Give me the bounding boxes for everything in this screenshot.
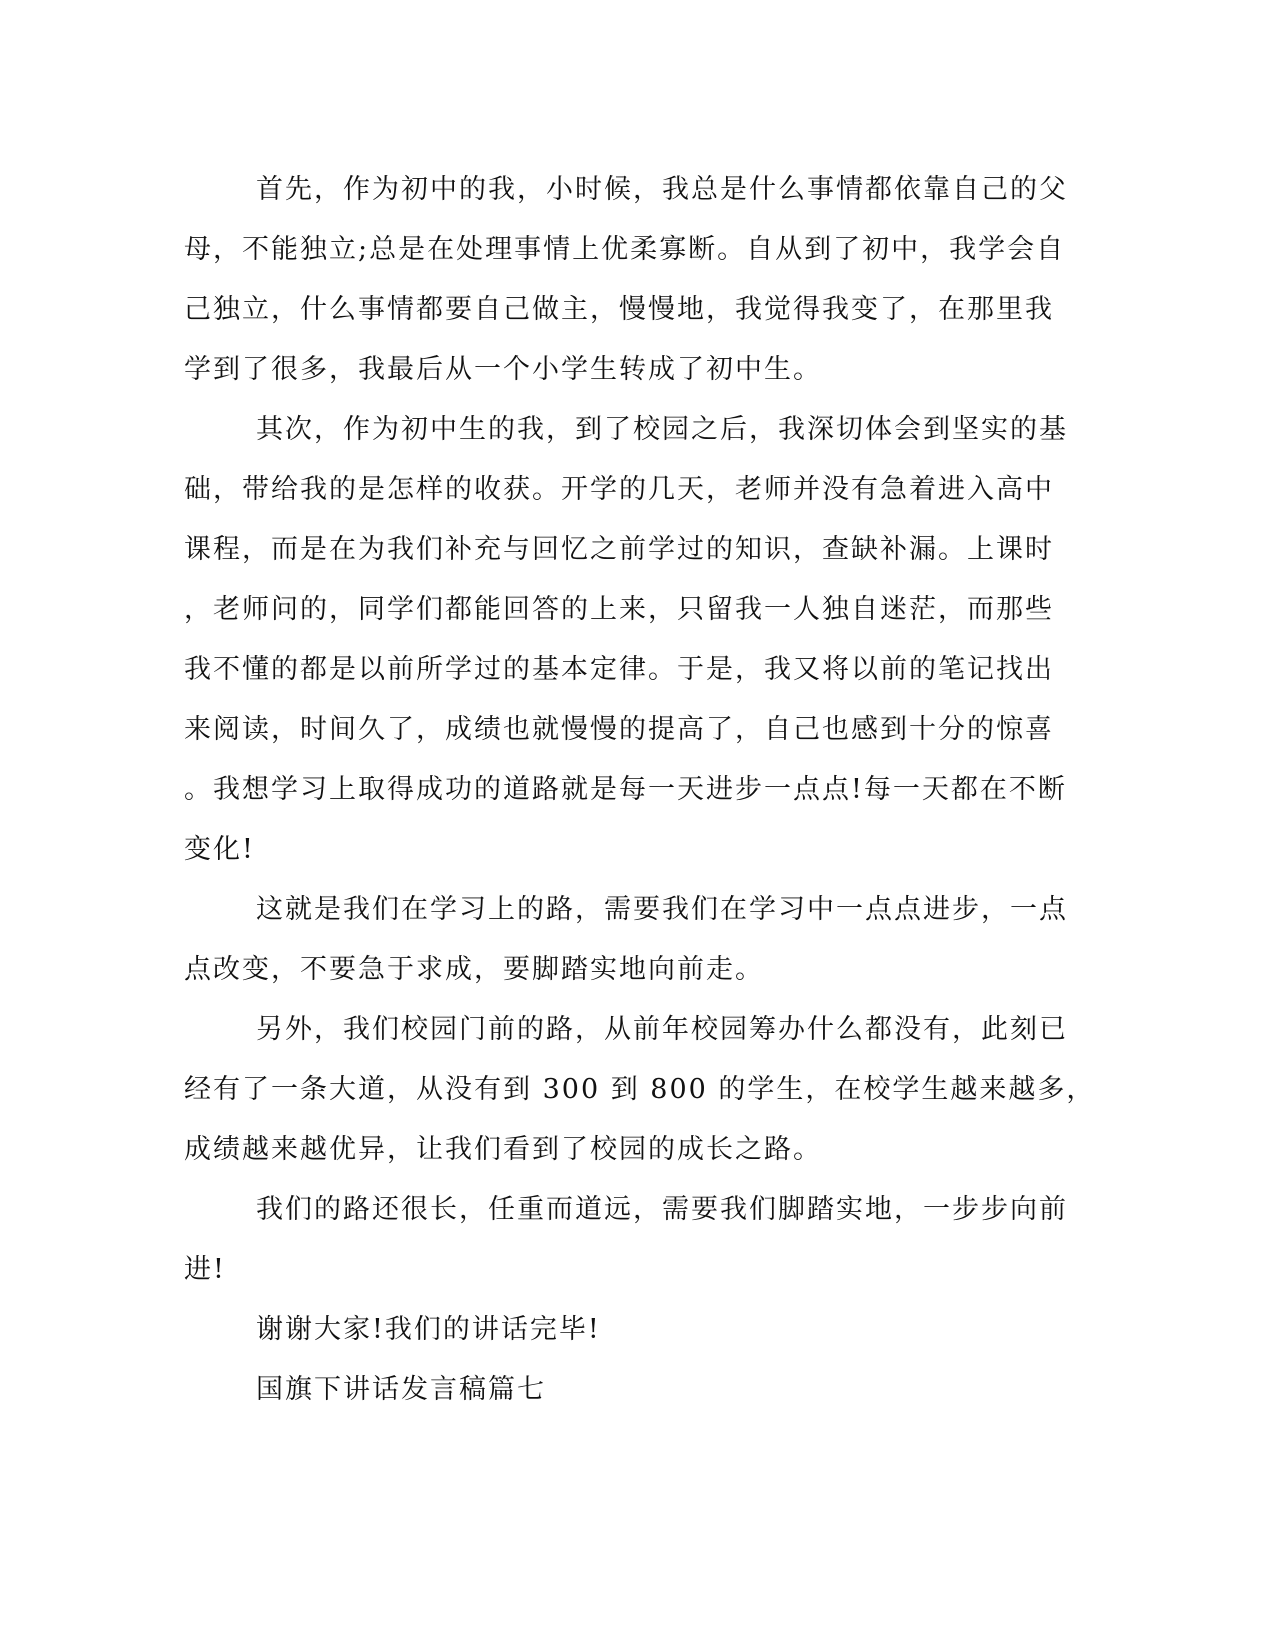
text-line: 国旗下讲话发言稿篇七: [256, 1374, 546, 1405]
paragraph-3: [184, 880, 1068, 1000]
paragraph-5: [184, 1180, 1068, 1300]
text-line: 。我想学习上取得成功的道路就是每一天进步一点点!每一天都在不断: [184, 774, 1067, 805]
text-line: 成绩越来越优异，让我们看到了校园的成长之路。: [184, 1134, 822, 1165]
paragraph-2: [184, 400, 1068, 880]
text-line: 我们的路还很长，任重而道远，需要我们脚踏实地，一步步向前: [256, 1194, 1068, 1225]
paragraph-1: [184, 160, 1068, 400]
text-line: 点改变，不要急于求成，要脚踏实地向前走。: [184, 954, 764, 985]
document-body: [184, 160, 1096, 1420]
text-line: 经有了一条大道，从没有到 300 到 800 的学生，在校学生越来越多，: [184, 1074, 1096, 1105]
text-line: 来阅读，时间久了，成绩也就慢慢的提高了，自己也感到十分的惊喜: [184, 714, 1054, 745]
text-line: 另外，我们校园门前的路，从前年校园筹办什么都没有，此刻已: [256, 1014, 1068, 1045]
text-line: 学到了很多，我最后从一个小学生转成了初中生。: [184, 354, 822, 385]
text-line: 其次，作为初中生的我，到了校园之后，我深切体会到坚实的基: [256, 414, 1068, 445]
text-line: 变化!: [184, 834, 255, 865]
text-line: ，老师问的，同学们都能回答的上来，只留我一人独自迷茫，而那些: [184, 594, 1054, 625]
paragraph-4: [184, 1000, 1096, 1180]
text-line: 我不懂的都是以前所学过的基本定律。于是，我又将以前的笔记找出: [184, 654, 1054, 685]
text-line: 母，不能独立;总是在处理事情上优柔寡断。自从到了初中，我学会自: [184, 234, 1066, 265]
text-line: 课程，而是在为我们补充与回忆之前学过的知识，查缺补漏。上课时: [184, 534, 1054, 565]
section-heading: [184, 1360, 1064, 1420]
paragraph-6: [184, 1300, 1064, 1360]
text-line: 础，带给我的是怎样的收获。开学的几天，老师并没有急着进入高中: [184, 474, 1054, 505]
text-line: 首先，作为初中的我，小时候，我总是什么事情都依靠自己的父: [256, 174, 1068, 205]
text-line: 进!: [184, 1254, 226, 1285]
text-line: 谢谢大家!我们的讲话完毕!: [256, 1314, 601, 1345]
text-line: 这就是我们在学习上的路，需要我们在学习中一点点进步，一点: [256, 894, 1068, 925]
text-line: 己独立，什么事情都要自己做主，慢慢地，我觉得我变了，在那里我: [184, 294, 1054, 325]
